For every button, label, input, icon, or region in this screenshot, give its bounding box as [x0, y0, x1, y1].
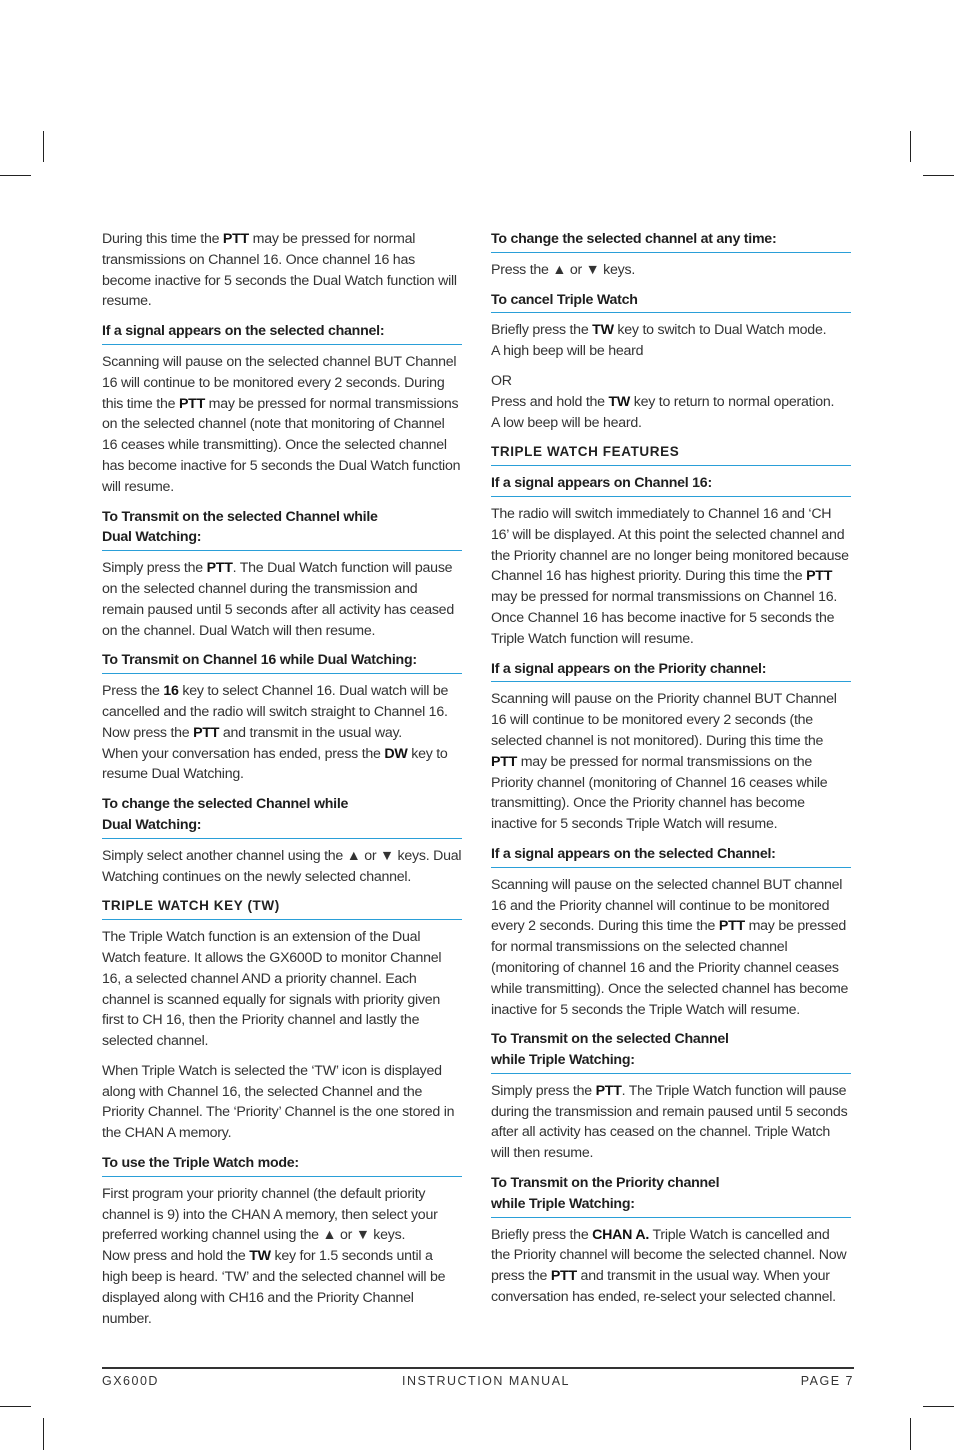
footer-page-number: PAGE 7	[800, 1374, 854, 1388]
paragraph: During this time the PTT may be pressed for normal transmissions on Channel 16. Once channel 16 has become inactive for 5 seconds the Dual Watch function will resume.	[102, 231, 457, 310]
paragraph: The Triple Watch function is an extension of the Dual Watch feature. It allows the GX600D to monitor Channel 16, a selected channel AND a priority channel. Each channel is scanned equally for signals with priority given first to CH 16, then the Priority channel and lastly the selected channel.	[102, 929, 442, 1050]
right-column	[491, 229, 851, 1317]
paragraph: Briefly press the TW key to switch to Dual Watch mode. A high beep will be heard	[491, 322, 827, 360]
left-column	[102, 229, 462, 1338]
subheading: To change the selected Channel while Dual Watching:	[102, 794, 462, 839]
paragraph: Scanning will pause on the Priority channel BUT Channel 16 will continue to be monitored every 2 seconds (the selected channel is not monitored). During this time the PTT may be pressed for normal transmissions on the Priority channel (monitoring of Channel 16 ceases while transmitting). Once the Priority channel has become inactive for 5 seconds Triple Watch will resume.	[491, 691, 837, 833]
subheading: If a signal appears on the selected Channel:	[491, 844, 851, 868]
paragraph: Press and hold the TW key to return to normal operation. A low beep will be heard.	[491, 393, 835, 431]
section-heading: TRIPLE WATCH FEATURES	[491, 442, 851, 466]
paragraph: Press the 16 key to select Channel 16. Dual watch will be cancelled and the radio will switch straight to Channel 16. Now press the PTT and transmit in the usual way. When your conversation has ended, press the DW key to resume Dual Watching.	[102, 683, 449, 783]
paragraph: When Triple Watch is selected the ‘TW’ icon is displayed along with Channel 16, the selected Channel and the Priority Channel. The ‘Priority’ Channel is the one stored in the CHAN A memory.	[102, 1062, 455, 1142]
up-arrow-icon: ▲	[322, 1227, 337, 1244]
footer-model: GX600D	[102, 1374, 159, 1388]
subheading: To cancel Triple Watch	[491, 290, 851, 314]
down-arrow-icon: ▼	[585, 261, 600, 278]
crop-mark	[0, 1406, 31, 1407]
crop-mark	[923, 175, 954, 176]
subheading: To use the Triple Watch mode:	[102, 1153, 462, 1177]
paragraph: Briefly press the CHAN A. Triple Watch is cancelled and the Priority channel will become the selected channel. Now press the PTT and transmit in the usual way. When your conversation has ended, re-select your selected channel.	[491, 1226, 847, 1306]
crop-mark	[923, 1406, 954, 1407]
subheading: If a signal appears on Channel 16:	[491, 473, 851, 497]
subheading: To change the selected channel at any time:	[491, 229, 851, 253]
footer-title: INSTRUCTION MANUAL	[402, 1374, 570, 1388]
subheading: If a signal appears on the selected channel:	[102, 321, 462, 345]
paragraph: Press the ▲ or ▼ keys.	[491, 261, 636, 278]
crop-mark	[43, 1418, 44, 1450]
paragraph: Simply press the PTT. The Dual Watch function will pause on the selected channel during the transmission and remain paused until 5 seconds after all activity has ceased on the channel. Dual Watch will then resume.	[102, 560, 454, 639]
subheading: To Transmit on the Priority channel while Triple Watching:	[491, 1173, 851, 1218]
down-arrow-icon: ▼	[355, 1227, 370, 1244]
or-label: OR	[491, 372, 512, 389]
paragraph: Scanning will pause on the selected channel BUT channel 16 and the Priority channel will continue to be monitored every 2 seconds. During this time the PTT may be pressed for normal transmissions on the selected channel (monitoring of channel 16 and the Priority channel ceases while transmitting). Once the selected channel has become inactive for 5 seconds the Triple Watch will resume.	[491, 876, 849, 1018]
down-arrow-icon: ▼	[380, 847, 394, 864]
up-arrow-icon: ▲	[552, 261, 567, 278]
footer-rule	[102, 1367, 854, 1369]
paragraph: Simply press the PTT. The Triple Watch function will pause during the transmission and remain paused until 5 seconds after all activity has ceased on the channel. Triple Watch will then resume.	[491, 1082, 848, 1162]
subheading: To Transmit on Channel 16 while Dual Watching:	[102, 650, 462, 674]
subheading: To Transmit on the selected Channel while Dual Watching:	[102, 507, 462, 552]
crop-mark	[43, 131, 44, 162]
crop-mark	[0, 175, 31, 176]
up-arrow-icon: ▲	[346, 847, 361, 864]
paragraph: First program your priority channel (the default priority channel is 9) into the CHAN A memory, then select your preferred working channel using the ▲ or ▼ keys. Now press and hold the TW key for 1.5 seconds until a high beep is heard. ‘TW’ and the selected channel will be displayed along with CH16 and the Priority Channel number.	[102, 1185, 446, 1327]
paragraph: Simply select another channel using the ▲ or ▼ keys. Dual Watching continues on the newly selected channel.	[102, 847, 462, 885]
subheading: If a signal appears on the Priority channel:	[491, 659, 851, 683]
paragraph: Scanning will pause on the selected channel BUT Channel 16 will continue to be monitored every 2 seconds. During this time the PTT may be pressed for normal transmissions on the selected channel (note that monitoring of Channel 16 ceases while transmitting). Once the selected channel has become inactive for 5 seconds the Dual Watch function will resume.	[102, 353, 461, 495]
subheading: To Transmit on the selected Channel while Triple Watching:	[491, 1029, 851, 1074]
section-heading: TRIPLE WATCH KEY (TW)	[102, 896, 462, 920]
crop-mark	[910, 131, 911, 162]
crop-mark	[910, 1418, 911, 1450]
paragraph: The radio will switch immediately to Channel 16 and ‘CH 16’ will be displayed. At this point the selected channel and the Priority channel are no longer being monitored because Channel 16 has highest priority. During this time the PTT may be pressed for normal transmissions on Channel 16. Once Channel 16 has become inactive for 5 seconds the Triple Watch function will resume.	[491, 505, 849, 647]
